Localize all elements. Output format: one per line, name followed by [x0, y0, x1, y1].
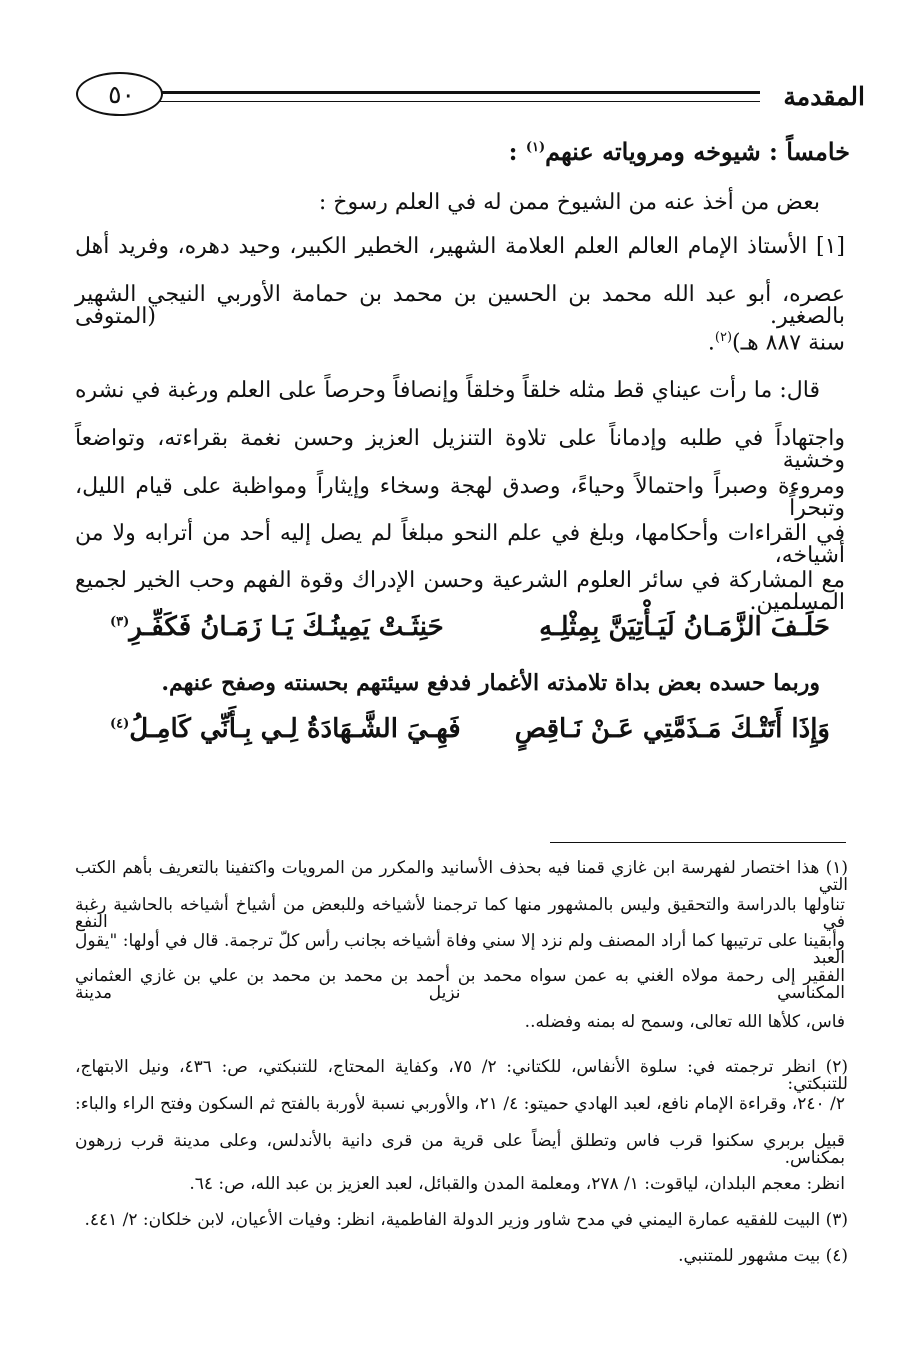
header-rule — [160, 91, 760, 102]
footnote-1-line-3: وأبقينا على ترتيبها كما أراد المصنف ولم نزد إلا سني وفاة أشياخه بجانب رأس كلّ ترجمة. قال في أولها: "يقول العبد — [75, 931, 845, 968]
verse-2 — [80, 714, 845, 754]
page-number: ٥٠ — [108, 80, 135, 109]
section-heading — [75, 137, 850, 166]
footnote-2-line-2: ٢/ ٢٤٠، وقراءة الإمام نافع، لعبد الهادي حميتو: ٤/ ٢١، والأوربي نسبة لأوربة بالفتح ثم السكون وفتح الراء والباء: — [75, 1094, 845, 1114]
death-date-text: سنة ٨٨٧ هـ) — [732, 330, 845, 356]
footnote-1-line-2: تناولها بالدراسة والتحقيق وليس بالمشهور منها كما ترجمنا لأشياخه وللبعض من أشياخ أشياخه بالحاشية رغبة في النفع — [75, 895, 846, 932]
body-line-4: سنة ٨٨٧ هـ)$^{(٢)}$. — [707, 330, 845, 356]
body-line-2: [١] الأستاذ الإمام العالم العلم العلامة الشهير، الخطير الكبير، وحيد دهره، وفريد أهل — [75, 234, 845, 259]
body-line-1: بعض من أخذ عنه من الشيوخ ممن له في العلم رسوخ : — [318, 190, 820, 215]
footnote-2-line-1: (٢) انظر ترجمته في: سلوة الأنفاس، للكتاني: ٢/ ٧٥، وكفاية المحتاج، للتنبكتي، ص: ٤٣٦، ونيل الابتهاج، للتنبكتي: — [75, 1057, 848, 1094]
line-between-verses: وربما حسده بعض بداة تلامذته الأغمار فدفع سيئتهم بحسنته وصفح عنهم. — [161, 670, 820, 696]
body-line-5: قال: ما رأت عيناي قط مثله خلقاً وخلقاً وإنصافاً وحرصاً على العلم ورغبة في نشره — [75, 378, 820, 403]
footnote-ref-1: (١) — [525, 140, 546, 155]
section-heading-colon: : — [508, 137, 518, 166]
section-heading-text: خامساً : شيوخه ومروياته عنهم — [545, 137, 850, 166]
footnote-1-line-1: (١) هذا اختصار لفهرسة ابن غازي قمنا فيه بحذف الأسانيد والمكرر من المرويات واكتفينا بالتعريف بأهم الكتب التي — [75, 858, 848, 895]
footnote-4: (٤) بيت مشهور للمتنبي. — [678, 1246, 848, 1266]
footnote-ref-4: (٤) — [110, 716, 130, 732]
footnote-separator — [550, 842, 846, 843]
verse-1 — [80, 612, 845, 652]
verse-1-second-hemistich: حَنِثَـتْ يَمِينُـكَ يَـا زَمَـانُ فَكَفِّـرِ$^{(٣)}$ — [110, 612, 444, 642]
body-line-6: واجتهاداً في طلبه وإدماناً على تلاوة التنزيل العزيز وحسن نغمة بقراءته، وتواضعاً وخشية — [75, 426, 845, 473]
footnote-ref-2: (٢) — [714, 330, 733, 345]
body-line-7: ومروءة وصبراً واحتمالاً وحياءً، وصدق لهجة وسخاء وإيثاراً ومواظبة على قيام الليل، وتبحراً — [75, 474, 845, 521]
verse-2-first-hemistich: وَإِذَا أَتَتْـكَ مَـذَمَّتِي عَـنْ نَـاقِصٍ — [514, 714, 830, 744]
verse-1-first-hemistich: حَلَـفَ الزَّمَـانُ لَيَـأْتِيَنَّ بِمِثْلِـهِ — [539, 612, 830, 642]
footnote-1-line-5: فاس، كلأها الله تعالى، وسمح له بمنه وفضله.. — [524, 1012, 845, 1032]
body-line-3: عصره، أبو عبد الله محمد بن الحسين بن محمد بن حمامة الأوربي النيجي الشهير بالصغير. (المتوفى — [75, 282, 845, 329]
footnote-3: (٣) البيت للفقيه عمارة اليمني في مدح شاور وزير الدولة الفاطمية، انظر: وفيات الأعيان، لابن خلكان: ٢/ ٤٤١. — [84, 1210, 848, 1230]
footnote-1-line-4: الفقير إلى رحمة مولاه الغني به عمن سواه محمد بن أحمد بن محمد بن محمد بن علي بن غازي العثماني المكناسي نزيل مدينة — [75, 966, 845, 1003]
verse-2-second-hemistich: فَهِـيَ الشَّـهَادَةُ لِـي بِـأَنِّي كَامِـلُ$^{(٤)}$ — [110, 714, 461, 744]
footnote-2-line-3: قبيل بربري سكنوا قرب فاس وتطلق أيضاً على قرية من قرى دانية بالأندلس، وعلى مدينة قرب زرهون بمكناس. — [75, 1131, 845, 1168]
footnote-2-line-4: انظر: معجم البلدان، لياقوت: ١/ ٢٧٨، ومعلمة المدن والقبائل، لعبد العزيز بن عبد الله، ص: ٦٤. — [189, 1174, 845, 1194]
body-line-9: مع المشاركة في سائر العلوم الشرعية وحسن الإدراك وقوة الفهم وحب الخير لجميع المسلمين. — [75, 568, 845, 615]
page-number-oval — [76, 72, 163, 116]
body-line-8: في القراءات وأحكامها، وبلغ في علم النحو مبلغاً لم يصل إليه أحد من أترابه ولا من أشياخه، — [75, 521, 845, 568]
footnote-ref-3: (٣) — [110, 614, 130, 630]
running-header-title: المقدمة — [783, 82, 865, 111]
